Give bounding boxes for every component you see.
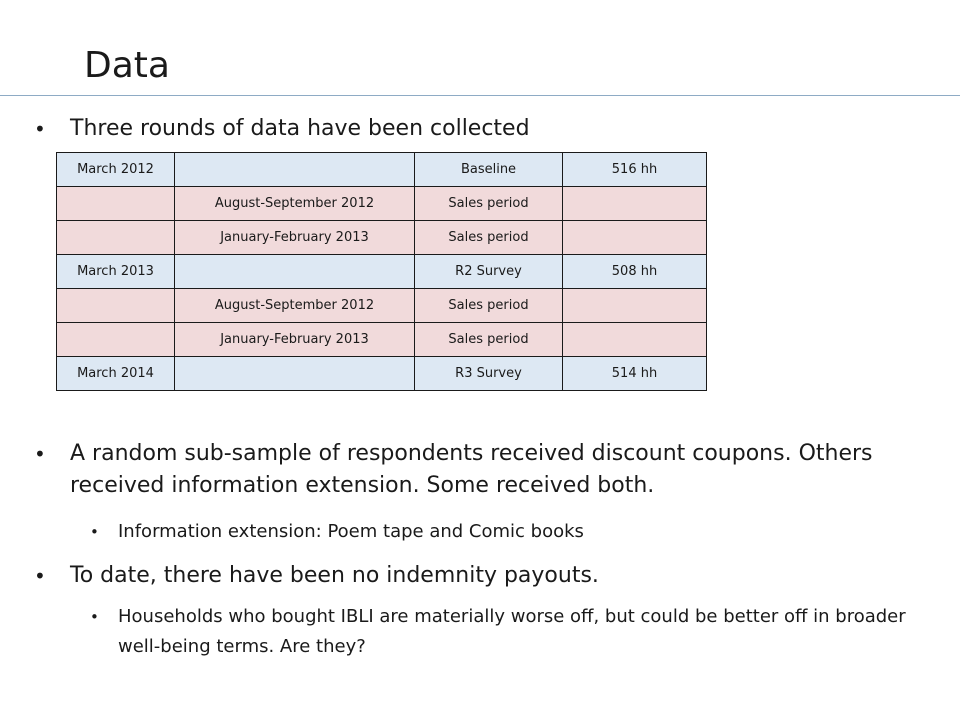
table-row: [57, 187, 707, 221]
table-cell: August-September 2012: [175, 289, 415, 323]
table-cell: Sales period: [415, 323, 563, 357]
table-cell: [175, 255, 415, 289]
table-cell: [57, 289, 175, 323]
table-cell: Sales period: [415, 187, 563, 221]
data-rounds-table: [56, 152, 707, 391]
table-cell: January-February 2013: [175, 221, 415, 255]
bullet-rounds: [70, 113, 940, 145]
bullet-payouts-text: • To date, there have been no indemnity payouts.: [70, 563, 599, 588]
sub-bullet-info-extension: [118, 517, 938, 547]
table-cell: [563, 221, 707, 255]
bullet-coupons-text: • A random sub-sample of respondents received discount coupons. Others received information extension. Some received both.: [70, 441, 873, 498]
sub-bullet-households: [118, 602, 938, 662]
table-cell: R3 Survey: [415, 357, 563, 391]
table-cell: [175, 357, 415, 391]
table-cell: Sales period: [415, 289, 563, 323]
table-cell: 516 hh: [563, 153, 707, 187]
slide-title: Data: [84, 45, 170, 86]
table-cell: [175, 153, 415, 187]
table-cell: August-September 2012: [175, 187, 415, 221]
table-cell: 514 hh: [563, 357, 707, 391]
table-cell: [563, 289, 707, 323]
bullet-payouts: [70, 560, 940, 592]
sub-bullet-households-text: • Households who bought IBLI are materially worse off, but could be better off in broader well-being terms. Are they?: [118, 606, 906, 657]
table-cell: R2 Survey: [415, 255, 563, 289]
table-row: [57, 221, 707, 255]
table-cell: March 2014: [57, 357, 175, 391]
table-cell: [57, 323, 175, 357]
table-cell: [57, 187, 175, 221]
table-cell: [563, 187, 707, 221]
bullet-coupons: [70, 438, 940, 502]
table-row: [57, 357, 707, 391]
bullet-rounds-text: • Three rounds of data have been collected: [70, 116, 530, 141]
table-row: [57, 289, 707, 323]
table-row: [57, 255, 707, 289]
sub-bullet-info-extension-text: • Information extension: Poem tape and Comic books: [118, 521, 584, 542]
table-row: [57, 323, 707, 357]
title-divider: [0, 95, 960, 96]
table-cell: [57, 221, 175, 255]
table-cell: 508 hh: [563, 255, 707, 289]
table-cell: January-February 2013: [175, 323, 415, 357]
table-cell: March 2012: [57, 153, 175, 187]
table-cell: March 2013: [57, 255, 175, 289]
table-row: [57, 153, 707, 187]
table-cell: [563, 323, 707, 357]
table-cell: Sales period: [415, 221, 563, 255]
table-cell: Baseline: [415, 153, 563, 187]
